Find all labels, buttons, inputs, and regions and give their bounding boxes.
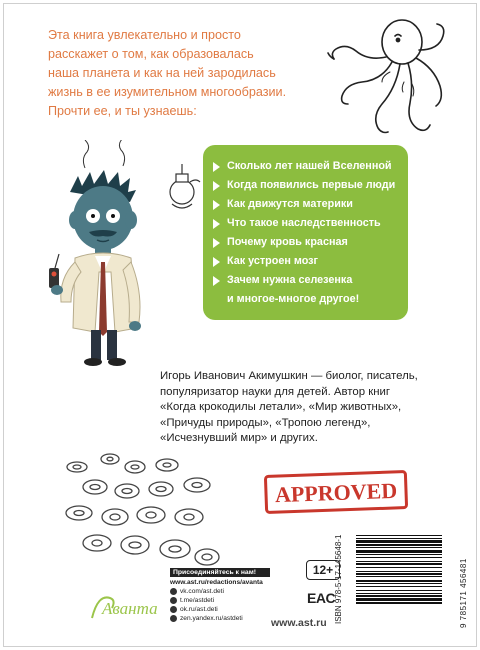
isbn-text: ISBN 978-5-17-145648-1 [334,534,343,624]
approved-stamp [262,470,410,514]
author-line: «Исчезнувший мир» и других. [160,432,318,444]
barcode-bar [356,595,442,597]
author-line: популяризатор науки для детей. Автор книг [160,385,391,398]
vk-icon [170,588,177,595]
barcode-bar [356,563,442,565]
topic-item: Почему кровь красная [213,233,400,252]
barcode-bar [356,602,442,604]
author-line: Игорь Иванович Акимушкин — биолог, писатель, [160,370,418,382]
topics-list [213,157,400,309]
barcode-bar [356,576,442,577]
topic-item: Как устроен мозг [213,252,400,271]
gadget-illustration [160,160,205,215]
barcode-bar [356,554,442,555]
topic-item: Как движутся материки [213,195,400,214]
arrow-icon [213,162,220,172]
topic-item-continuation: и многое-многое другое! [227,293,360,305]
join-us-label: Присоединяйтесь к нам! [170,568,270,577]
barcode-digits: 9 785171 456481 [459,558,468,628]
topic-item: Когда появились первые люди [213,176,400,195]
publisher-url[interactable]: www.ast.ru/redactions/avanta [170,579,263,586]
intro-line: Прочти ее, и ты узнаешь: [48,104,197,118]
barcode-bar [356,593,442,594]
ok-icon [170,606,177,613]
barcode-bar [356,547,442,548]
publisher-logo [88,592,166,622]
barcode-bar [356,598,442,601]
barcode-bar [356,590,442,591]
barcode-bar [356,586,442,587]
octopus-illustration [300,12,450,144]
social-link-vk[interactable]: vk.com/ast.deti [170,588,270,595]
intro-line: расскажет о том, как образовалась [48,47,254,61]
arrow-icon [213,276,220,286]
svg-text:Аванта: Аванта [102,599,158,618]
social-link-zen[interactable]: zen.yandex.ru/astdeti [170,615,270,622]
barcode-bar [356,571,442,572]
barcode-bar [356,567,442,568]
barcode-bar [356,535,442,536]
fossil-stones-illustration [55,445,225,575]
intro-line: Эта книга увлекательно и просто [48,28,241,42]
social-link-telegram[interactable]: t.me/astdeti [170,597,270,604]
intro-line: жизнь в ее изумительном многообразии. [48,85,287,99]
arrow-icon [213,219,220,229]
age-rating-badge: 12+ [306,560,340,580]
social-links [170,568,270,622]
author-line: «Когда крокодилы летали», «Мир животных», [160,401,402,413]
arrow-icon [213,200,220,210]
scientist-character [35,140,180,372]
topic-item: Сколько лет нашей Вселенной [213,157,400,176]
social-link-ok[interactable]: ok.ru/ast.deti [170,606,270,613]
barcode-bar [356,557,442,558]
intro-text [48,26,310,121]
barcode-bar [356,561,442,562]
barcode-bar [356,550,442,553]
topic-item: Что такое наследственность [213,214,400,233]
topics-box [203,145,408,320]
arrow-icon [213,257,220,267]
barcode-bar [356,544,442,546]
arrow-icon [213,238,220,248]
barcode-bar [356,583,442,584]
author-line: «Причуды природы», «Тропою легенд», [160,416,371,429]
barcode-bar [356,580,442,582]
barcode-bar [356,573,442,575]
author-bio [160,369,435,447]
topic-item: Зачем нужна селезенка [213,271,400,290]
barcode-bar [356,540,442,543]
barcode [352,533,448,625]
telegram-icon [170,597,177,604]
stamp-text: APPROVED [274,477,398,508]
publisher-website: www.ast.ru [271,617,327,629]
zen-icon [170,615,177,622]
eac-certification-mark: EAC [307,590,336,606]
arrow-icon [213,181,220,191]
barcode-bar [356,538,442,539]
intro-line: наша планета и как на ней зародилась [48,66,276,80]
